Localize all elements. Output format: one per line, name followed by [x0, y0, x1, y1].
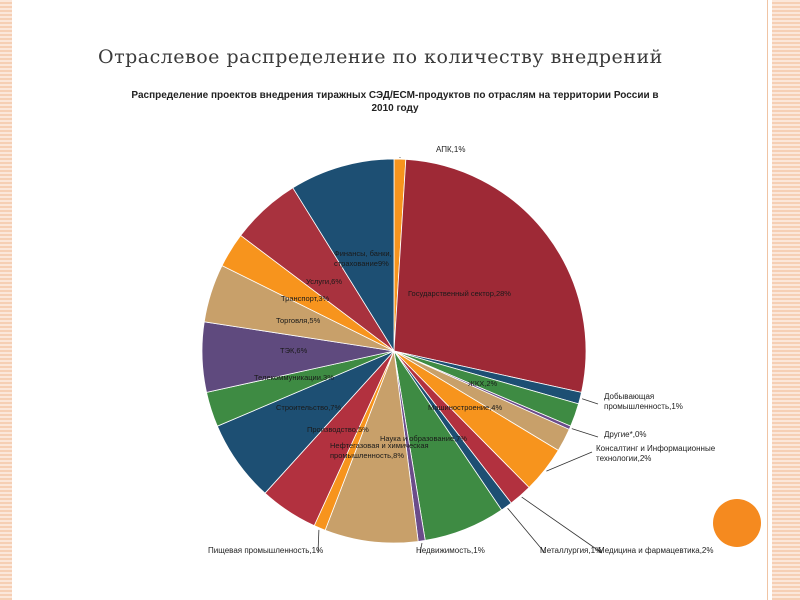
slice-label: Медицина и фармацевтика,2%: [598, 546, 714, 555]
slide-title: Отраслевое распределение по количеству внедрений: [98, 46, 663, 68]
slice-label: Недвижимость,1%: [416, 546, 485, 555]
slice-label: Государственный сектор,28%: [408, 289, 511, 298]
slice-label: ТЭК,6%: [280, 346, 308, 355]
slice-leader-line: [582, 399, 598, 404]
slice-label: Услуги,6%: [306, 277, 342, 286]
slice-label: Телекоммуникации,3%: [254, 373, 334, 382]
slice-label: Нефтегазовая и химическая промышленность,8%: [330, 441, 429, 460]
slice-leader-line: [522, 497, 602, 553]
slice-label: Пищевая промышленность,1%: [208, 546, 324, 555]
slice-label: Транспорт,3%: [281, 294, 330, 303]
slice-label: Производство,5%: [307, 425, 369, 434]
slice-label: Наука и образование,7%: [380, 434, 467, 443]
slice-label: Строительство,7%: [276, 403, 342, 412]
decorative-circle: [713, 499, 761, 547]
slice-label: АПК,1%: [436, 145, 466, 154]
slice-leader-line: [572, 429, 598, 437]
slice-label: Торговля,5%: [276, 316, 321, 325]
slice-label: Машиностроение,4%: [428, 403, 503, 412]
chart-title: Распределение проектов внедрения тиражных СЭД/ECM-продуктов по отраслям на территории России в 2010 году: [131, 90, 659, 114]
slice-label: ЖКХ,2%: [468, 379, 498, 388]
slice-label: Финансы, банки, страхование9%: [334, 249, 392, 268]
slice-label: Другие*,0%: [604, 430, 647, 439]
slice-label: Металлургия,1%: [540, 546, 603, 555]
slice-label: Добывающая промышленность,1%: [604, 392, 683, 411]
slice-label: Консалтинг и Информационные технологии,2%: [596, 444, 716, 463]
